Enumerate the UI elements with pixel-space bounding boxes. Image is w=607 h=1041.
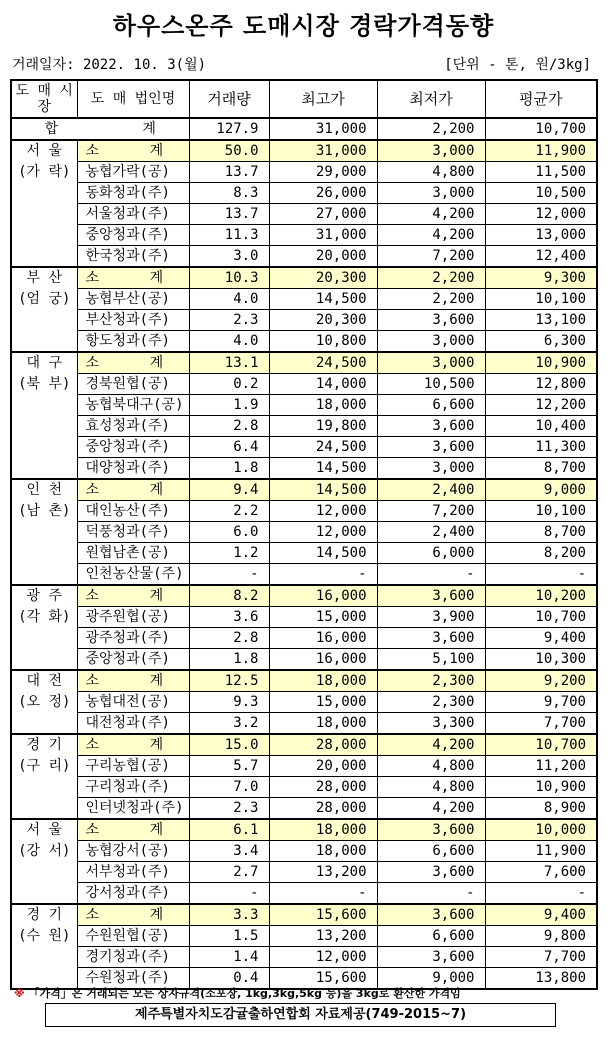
cell-avg: 12,400 (485, 246, 597, 268)
cell-min: 4,200 (377, 734, 485, 756)
cell-max: 12,000 (269, 522, 377, 543)
header-market: 도 매 시 장 (11, 80, 77, 118)
cell-min: 3,600 (377, 862, 485, 883)
cell-volume: 3.3 (189, 904, 269, 926)
table-row (11, 374, 597, 395)
footnote (14, 985, 461, 1001)
corp-name: 중앙청과(주) (77, 437, 189, 458)
market-name: 부 산 (엄 궁) (11, 267, 77, 352)
cell-volume: 8.2 (189, 585, 269, 607)
cell-volume: 3.6 (189, 607, 269, 628)
cell-avg: 10,700 (485, 734, 597, 756)
cell-min: 3,600 (377, 416, 485, 437)
cell-volume: 6.0 (189, 522, 269, 543)
cell-avg: 9,800 (485, 926, 597, 947)
market-name: 경 기 (수 원) (11, 904, 77, 989)
cell-volume: 1.8 (189, 458, 269, 480)
cell-volume: 1.4 (189, 947, 269, 968)
cell-avg: 12,000 (485, 204, 597, 225)
cell-min: 7,200 (377, 501, 485, 522)
subtotal-row (11, 140, 597, 162)
table-row (11, 458, 597, 480)
cell-max: 15,000 (269, 607, 377, 628)
corp-name: 원협남촌(공) (77, 543, 189, 564)
cell-volume: 3.2 (189, 713, 269, 735)
cell-min: 3,600 (377, 819, 485, 841)
corp-name: 소 계 (77, 140, 189, 162)
header-max: 최고가 (269, 80, 377, 118)
corp-name: 소 계 (77, 479, 189, 501)
cell-volume: 3.0 (189, 246, 269, 268)
table-row (11, 607, 597, 628)
unit-label: [단위 - 톤, 원/3kg] (444, 57, 591, 73)
cell-avg: 13,800 (485, 968, 597, 990)
cell-min: 3,600 (377, 437, 485, 458)
cell-max: 27,000 (269, 204, 377, 225)
cell-avg: 10,100 (485, 501, 597, 522)
cell-avg: 9,700 (485, 692, 597, 713)
cell-avg: 8,900 (485, 798, 597, 820)
cell-volume: - (189, 883, 269, 905)
cell-max: 28,000 (269, 777, 377, 798)
cell-min: 6,600 (377, 926, 485, 947)
cell-avg: 11,900 (485, 140, 597, 162)
corp-name: 경기청과(주) (77, 947, 189, 968)
cell-max: 10,800 (269, 331, 377, 353)
table-row (11, 437, 597, 458)
corp-name: 강서청과(주) (77, 883, 189, 905)
subtotal-row (11, 585, 597, 607)
page-title: 하우스온주 도매시장 경락가격동향 (112, 12, 495, 40)
cell-min: 4,200 (377, 798, 485, 820)
cell-volume: 8.3 (189, 183, 269, 204)
cell-max: 14,500 (269, 289, 377, 310)
cell-max: 12,000 (269, 947, 377, 968)
table-row (11, 331, 597, 353)
cell-min: 2,400 (377, 522, 485, 543)
cell-volume: 0.2 (189, 374, 269, 395)
cell-min: - (377, 883, 485, 905)
cell-min: 3,600 (377, 310, 485, 331)
cell-avg: 9,200 (485, 670, 597, 692)
market-name: 광 주 (각 화) (11, 585, 77, 670)
cell-min: 2,200 (377, 118, 485, 140)
cell-max: 28,000 (269, 798, 377, 820)
cell-max: 24,500 (269, 437, 377, 458)
cell-max: 24,500 (269, 352, 377, 374)
cell-min: 4,800 (377, 162, 485, 183)
table-row (11, 713, 597, 735)
table-row (11, 628, 597, 649)
subtotal-row (11, 267, 597, 289)
cell-volume: - (189, 564, 269, 586)
cell-volume: 5.7 (189, 756, 269, 777)
note-mark: ※ (14, 987, 25, 1000)
cell-max: 20,300 (269, 267, 377, 289)
corp-name: 인천농산물(주) (77, 564, 189, 586)
corp-name: 농협대전(공) (77, 692, 189, 713)
subtotal-row (11, 734, 597, 756)
corp-name: 광주청과(주) (77, 628, 189, 649)
cell-min: 2,300 (377, 692, 485, 713)
cell-avg: 10,100 (485, 289, 597, 310)
corp-name: 소 계 (77, 670, 189, 692)
corp-name: 효성청과(주) (77, 416, 189, 437)
cell-volume: 2.8 (189, 416, 269, 437)
cell-volume: 2.2 (189, 501, 269, 522)
cell-max: 29,000 (269, 162, 377, 183)
cell-volume: 4.0 (189, 289, 269, 310)
cell-min: 9,000 (377, 968, 485, 990)
cell-min: 2,200 (377, 267, 485, 289)
cell-min: 3,000 (377, 140, 485, 162)
market-name: 대 구 (북 부) (11, 352, 77, 479)
cell-volume: 1.5 (189, 926, 269, 947)
cell-avg: 9,400 (485, 904, 597, 926)
table-row (11, 649, 597, 671)
market-name: 대 전 (오 정) (11, 670, 77, 734)
cell-volume: 11.3 (189, 225, 269, 246)
corp-name: 대인농산(주) (77, 501, 189, 522)
cell-max: - (269, 564, 377, 586)
header-avg: 평균가 (485, 80, 597, 118)
cell-avg: 10,400 (485, 416, 597, 437)
cell-avg: 10,700 (485, 607, 597, 628)
cell-avg: 8,700 (485, 522, 597, 543)
table-row (11, 777, 597, 798)
table-row (11, 841, 597, 862)
cell-max: 14,500 (269, 458, 377, 480)
cell-volume: 9.3 (189, 692, 269, 713)
header-volume: 거래량 (189, 80, 269, 118)
corp-name: 한국청과(주) (77, 246, 189, 268)
cell-min: 4,200 (377, 225, 485, 246)
table-row (11, 204, 597, 225)
total-row (11, 118, 597, 140)
table-row (11, 798, 597, 820)
cell-avg: 7,700 (485, 713, 597, 735)
cell-max: 19,800 (269, 416, 377, 437)
cell-min: 3,600 (377, 585, 485, 607)
table-row (11, 947, 597, 968)
corp-name: 농협부산(공) (77, 289, 189, 310)
cell-avg: 11,900 (485, 841, 597, 862)
cell-min: 10,500 (377, 374, 485, 395)
cell-avg: 9,300 (485, 267, 597, 289)
table-row (11, 692, 597, 713)
corp-name: 구리농협(공) (77, 756, 189, 777)
cell-max: 15,000 (269, 692, 377, 713)
cell-min: 3,000 (377, 458, 485, 480)
corp-name: 소 계 (77, 585, 189, 607)
table-row (11, 310, 597, 331)
corp-name: 중앙청과(주) (77, 225, 189, 246)
cell-avg: - (485, 564, 597, 586)
cell-volume: 0.4 (189, 968, 269, 990)
cell-min: 3,300 (377, 713, 485, 735)
table-header-row (11, 80, 597, 118)
cell-min: 7,200 (377, 246, 485, 268)
market-name: 서 울 (강 서) (11, 819, 77, 904)
corp-name: 농협북대구(공) (77, 395, 189, 416)
cell-volume: 6.1 (189, 819, 269, 841)
cell-avg: 10,200 (485, 585, 597, 607)
cell-avg: - (485, 883, 597, 905)
subtotal-row (11, 904, 597, 926)
corp-name: 부산청과(주) (77, 310, 189, 331)
cell-max: 16,000 (269, 628, 377, 649)
cell-volume: 9.4 (189, 479, 269, 501)
header-min: 최저가 (377, 80, 485, 118)
table-row (11, 756, 597, 777)
cell-avg: 12,800 (485, 374, 597, 395)
cell-volume: 4.0 (189, 331, 269, 353)
table-row (11, 183, 597, 204)
table-row (11, 862, 597, 883)
cell-max: 20,000 (269, 756, 377, 777)
cell-volume: 6.4 (189, 437, 269, 458)
cell-max: 15,600 (269, 968, 377, 990)
cell-max: 16,000 (269, 585, 377, 607)
table-row (11, 522, 597, 543)
corp-name: 구리청과(주) (77, 777, 189, 798)
cell-max: 18,000 (269, 713, 377, 735)
corp-name: 항도청과(주) (77, 331, 189, 353)
cell-max: 31,000 (269, 225, 377, 246)
cell-volume: 13.7 (189, 162, 269, 183)
corp-name: 수원청과(주) (77, 968, 189, 990)
corp-name: 수원원협(공) (77, 926, 189, 947)
price-table (10, 79, 598, 990)
corp-name: 대양청과(주) (77, 458, 189, 480)
cell-avg: 10,500 (485, 183, 597, 204)
cell-avg: 11,300 (485, 437, 597, 458)
data-source: 제주특별자치도감귤출하연합회 자료제공(749-2015~7) (45, 1003, 556, 1027)
cell-min: 5,100 (377, 649, 485, 671)
corp-name: 농협강서(공) (77, 841, 189, 862)
cell-max: 15,600 (269, 904, 377, 926)
header-corp: 도 매 법인명 (77, 80, 189, 118)
cell-volume: 2.3 (189, 798, 269, 820)
table-row (11, 162, 597, 183)
cell-volume: 3.4 (189, 841, 269, 862)
cell-avg: 8,200 (485, 543, 597, 564)
market-name: 서 울 (가 락) (11, 140, 77, 267)
cell-avg: 9,000 (485, 479, 597, 501)
cell-volume: 2.7 (189, 862, 269, 883)
cell-volume: 2.3 (189, 310, 269, 331)
subtotal-row (11, 670, 597, 692)
corp-name: 소 계 (77, 267, 189, 289)
cell-min: 4,200 (377, 204, 485, 225)
cell-max: 14,500 (269, 479, 377, 501)
corp-name: 인터넷청과(주) (77, 798, 189, 820)
cell-volume: 15.0 (189, 734, 269, 756)
cell-min: 4,800 (377, 777, 485, 798)
cell-min: 3,600 (377, 947, 485, 968)
cell-volume: 10.3 (189, 267, 269, 289)
cell-min: 3,000 (377, 352, 485, 374)
cell-min: 3,000 (377, 183, 485, 204)
table-row (11, 225, 597, 246)
cell-volume: 127.9 (189, 118, 269, 140)
cell-max: 16,000 (269, 649, 377, 671)
cell-avg: 12,200 (485, 395, 597, 416)
corp-name: 중앙청과(주) (77, 649, 189, 671)
cell-volume: 1.9 (189, 395, 269, 416)
cell-min: 3,600 (377, 628, 485, 649)
cell-avg: 10,300 (485, 649, 597, 671)
table-row (11, 543, 597, 564)
cell-max: 14,500 (269, 543, 377, 564)
table-row (11, 246, 597, 268)
corp-name: 덕풍청과(주) (77, 522, 189, 543)
corp-name: 농협가락(공) (77, 162, 189, 183)
cell-max: 12,000 (269, 501, 377, 522)
cell-volume: 1.2 (189, 543, 269, 564)
cell-volume: 13.7 (189, 204, 269, 225)
cell-volume: 1.8 (189, 649, 269, 671)
cell-avg: 13,100 (485, 310, 597, 331)
corp-name: 서울청과(주) (77, 204, 189, 225)
cell-avg: 9,400 (485, 628, 597, 649)
cell-min: 3,900 (377, 607, 485, 628)
table-row (11, 395, 597, 416)
cell-max: 18,000 (269, 395, 377, 416)
cell-min: 2,200 (377, 289, 485, 310)
cell-max: 14,000 (269, 374, 377, 395)
corp-name: 대전청과(주) (77, 713, 189, 735)
cell-max: 20,300 (269, 310, 377, 331)
cell-avg: 6,300 (485, 331, 597, 353)
cell-avg: 10,700 (485, 118, 597, 140)
cell-min: 6,600 (377, 841, 485, 862)
cell-min: 2,300 (377, 670, 485, 692)
market-name: 경 기 (구 리) (11, 734, 77, 819)
cell-max: 18,000 (269, 841, 377, 862)
cell-min: 2,400 (377, 479, 485, 501)
cell-min: 6,000 (377, 543, 485, 564)
cell-volume: 7.0 (189, 777, 269, 798)
table-row (11, 564, 597, 586)
cell-max: 31,000 (269, 140, 377, 162)
note-text: 「가격」은 거래되는 모든 상자규격(소포장, 1kg,3kg,5kg 등)을 3kg로 환산한 가격임 (28, 987, 461, 1000)
corp-name: 소 계 (77, 734, 189, 756)
market-name: 인 천 (남 촌) (11, 479, 77, 585)
cell-avg: 11,500 (485, 162, 597, 183)
total-label: 합 계 (11, 118, 189, 140)
cell-avg: 7,700 (485, 947, 597, 968)
table-row (11, 289, 597, 310)
corp-name: 소 계 (77, 819, 189, 841)
cell-avg: 7,600 (485, 862, 597, 883)
cell-volume: 50.0 (189, 140, 269, 162)
trade-date: 거래일자: 2022. 10. 3(월) (12, 57, 207, 73)
table-row (11, 416, 597, 437)
cell-avg: 10,000 (485, 819, 597, 841)
cell-volume: 2.8 (189, 628, 269, 649)
cell-max: 18,000 (269, 670, 377, 692)
cell-min: 6,600 (377, 395, 485, 416)
cell-avg: 8,700 (485, 458, 597, 480)
cell-avg: 10,900 (485, 777, 597, 798)
cell-avg: 13,000 (485, 225, 597, 246)
cell-min: 3,600 (377, 904, 485, 926)
cell-max: 13,200 (269, 926, 377, 947)
subtotal-row (11, 819, 597, 841)
cell-max: 26,000 (269, 183, 377, 204)
table-row (11, 501, 597, 522)
cell-volume: 13.1 (189, 352, 269, 374)
corp-name: 광주원협(공) (77, 607, 189, 628)
corp-name: 동화청과(주) (77, 183, 189, 204)
cell-max: 13,200 (269, 862, 377, 883)
table-row (11, 926, 597, 947)
corp-name: 경북원협(공) (77, 374, 189, 395)
corp-name: 소 계 (77, 904, 189, 926)
cell-max: - (269, 883, 377, 905)
cell-min: - (377, 564, 485, 586)
cell-avg: 10,900 (485, 352, 597, 374)
corp-name: 소 계 (77, 352, 189, 374)
subtotal-row (11, 479, 597, 501)
cell-min: 3,000 (377, 331, 485, 353)
subtotal-row (11, 352, 597, 374)
cell-avg: 11,200 (485, 756, 597, 777)
table-row (11, 883, 597, 905)
cell-max: 20,000 (269, 246, 377, 268)
cell-max: 31,000 (269, 118, 377, 140)
cell-min: 4,800 (377, 756, 485, 777)
cell-max: 28,000 (269, 734, 377, 756)
corp-name: 서부청과(주) (77, 862, 189, 883)
cell-volume: 12.5 (189, 670, 269, 692)
cell-max: 18,000 (269, 819, 377, 841)
